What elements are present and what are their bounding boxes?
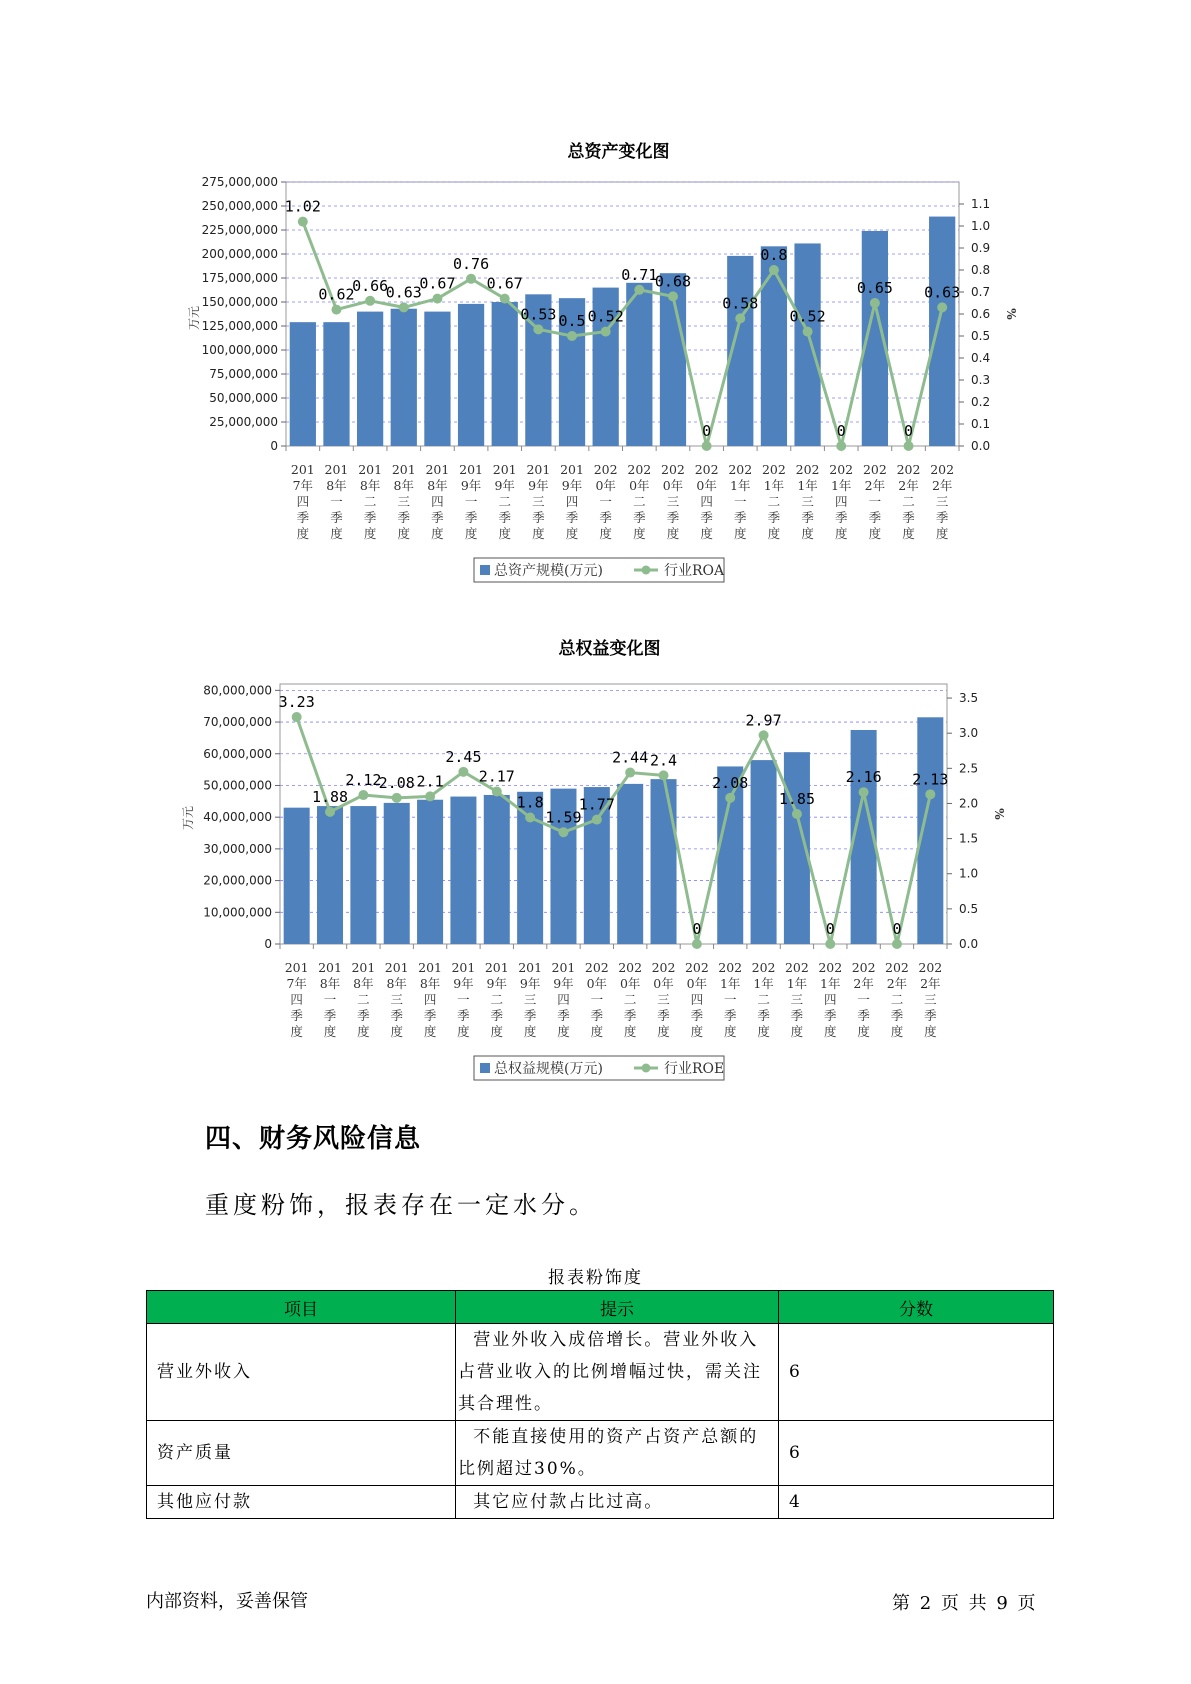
data-label: 0.66 — [352, 276, 389, 295]
line-point — [735, 313, 745, 323]
bar — [794, 243, 820, 446]
y2-tick-label: 0.0 — [971, 439, 991, 453]
x-tick-label: 202 1年四季度 — [818, 960, 843, 1039]
row-item: 营业外收入 — [147, 1324, 456, 1421]
x-tick-label: 202 0年二季度 — [618, 960, 643, 1039]
data-label: 0.58 — [722, 294, 759, 313]
x-tick-label: 202 1年三季度 — [784, 960, 809, 1039]
row-score: 4 — [779, 1486, 1054, 1519]
x-tick-label: 201 7年四季度 — [284, 960, 309, 1039]
total-equity-chart — [0, 632, 1191, 1092]
x-tick-label: 202 0年三季度 — [651, 960, 676, 1039]
header-item: 项目 — [147, 1291, 456, 1324]
plot-area-border — [280, 684, 947, 944]
bar — [761, 246, 787, 446]
line-point — [533, 324, 543, 334]
legend-line-label: 行业ROE — [664, 1061, 725, 1077]
line-point — [925, 789, 935, 799]
x-tick-label: 202 1年四季度 — [829, 462, 854, 541]
y2-tick-label: 0.0 — [959, 937, 979, 951]
data-label: 2.44 — [612, 748, 649, 767]
header-tip: 提示 — [456, 1291, 779, 1324]
line-point — [769, 265, 779, 275]
data-label: 0.71 — [621, 265, 658, 284]
data-label: 1.02 — [284, 197, 321, 216]
line-point — [492, 787, 502, 797]
y2-tick-label: 0.8 — [971, 263, 991, 277]
footer-confidential: 内部资料，妥善保管 — [146, 1591, 308, 1612]
data-label: 2.1 — [416, 772, 444, 791]
x-tick-label: 201 9年四季度 — [560, 462, 584, 541]
data-label: 1.8 — [516, 793, 544, 812]
x-tick-label: 201 8年一季度 — [318, 960, 342, 1039]
data-label: 1.88 — [311, 787, 349, 806]
x-tick-label: 201 9年一季度 — [459, 462, 484, 541]
x-tick-label: 202 2年一季度 — [851, 960, 876, 1039]
line-point — [892, 939, 902, 949]
bar — [617, 784, 643, 944]
x-tick-label: 202 0年三季度 — [661, 462, 685, 541]
bar — [424, 312, 450, 446]
y-tick-label: 60,000,000 — [203, 746, 272, 761]
y-tick-label: 0 — [270, 439, 278, 453]
y2-tick-label: 2.5 — [959, 761, 979, 776]
line-point — [331, 305, 341, 315]
x-tick-label: 202 1年一季度 — [718, 960, 743, 1039]
data-label: 2.08 — [712, 773, 749, 792]
legend-bar-swatch — [480, 565, 490, 575]
y2-tick-label: 0.4 — [971, 351, 991, 365]
x-tick-label: 201 9年二季度 — [484, 960, 509, 1039]
x-tick-label: 202 1年二季度 — [751, 960, 776, 1039]
row-score: 6 — [779, 1421, 1054, 1486]
line-point — [668, 291, 678, 301]
data-label: 0 — [836, 422, 846, 440]
bar — [626, 283, 652, 446]
x-tick-label: 202 2年二季度 — [896, 462, 921, 541]
x-tick-label: 202 0年二季度 — [627, 462, 652, 541]
data-label: 0 — [825, 920, 835, 938]
bar — [751, 760, 777, 944]
row-score: 6 — [779, 1324, 1054, 1421]
x-tick-label: 201 9年三季度 — [518, 960, 543, 1039]
y2-tick-label: 0.2 — [971, 395, 991, 409]
x-tick-label: 202 1年三季度 — [795, 462, 820, 541]
data-label: 2.12 — [345, 771, 382, 790]
line-point — [425, 791, 435, 801]
y2-tick-label: 0.6 — [971, 307, 991, 321]
y2-tick-label: 3.5 — [959, 691, 979, 706]
chart-title: 总资产变化图 — [567, 142, 670, 162]
y2-tick-label: 0.7 — [971, 285, 991, 299]
y2-tick-label: 0.3 — [971, 373, 991, 387]
line-point — [399, 302, 409, 312]
data-label: 0.52 — [789, 307, 826, 326]
line-point — [292, 712, 302, 722]
data-label: 2.97 — [745, 711, 782, 730]
y2-tick-label: 0.5 — [971, 329, 991, 343]
y-tick-label: 225,000,000 — [201, 223, 278, 237]
line-point — [392, 793, 402, 803]
row-tip: 不能直接使用的资产占资产总额的比例超过30%。 — [456, 1421, 779, 1486]
bar — [350, 806, 376, 944]
line-point — [298, 217, 308, 227]
table-row — [147, 1486, 1054, 1519]
x-tick-label: 201 8年四季度 — [418, 960, 443, 1039]
data-label: 2.17 — [478, 767, 515, 786]
footer-page-number: 第 2 页 共 9 页 — [892, 1593, 1038, 1614]
y-tick-label: 70,000,000 — [203, 715, 272, 730]
line-point — [870, 298, 880, 308]
header-score: 分数 — [779, 1291, 1054, 1324]
line-point — [803, 327, 813, 337]
x-tick-label: 202 2年一季度 — [862, 462, 887, 541]
data-label: 0.62 — [318, 285, 355, 304]
line-point — [725, 793, 735, 803]
data-label: 0.76 — [453, 254, 490, 273]
bar — [357, 312, 383, 446]
y-tick-label: 20,000,000 — [203, 873, 272, 888]
bar — [384, 803, 410, 944]
total-assets-chart-svg — [0, 135, 1191, 595]
y2-tick-label: 0.9 — [971, 241, 991, 255]
x-tick-label: 202 0年四季度 — [684, 960, 709, 1039]
legend-line-marker — [642, 566, 651, 575]
bar — [450, 797, 476, 944]
y-tick-label: 250,000,000 — [201, 199, 278, 213]
line-point — [825, 939, 835, 949]
line-point — [458, 767, 468, 777]
y-tick-label: 50,000,000 — [209, 391, 278, 405]
data-label: 0.68 — [654, 272, 692, 291]
window-dressing-table — [146, 1290, 1054, 1519]
x-tick-label: 201 8年三季度 — [384, 960, 409, 1039]
x-tick-label: 202 0年四季度 — [694, 462, 719, 541]
bar — [417, 800, 443, 944]
data-label: 0.8 — [760, 246, 788, 264]
y-tick-label: 75,000,000 — [209, 367, 278, 381]
bar — [929, 217, 955, 446]
bar — [458, 304, 484, 446]
x-tick-label: 201 9年二季度 — [492, 462, 517, 541]
line-point — [692, 939, 702, 949]
y2-tick-label: 1.5 — [959, 831, 979, 846]
x-tick-label: 202 1年二季度 — [761, 462, 786, 541]
y-tick-label: 100,000,000 — [201, 343, 278, 357]
bar — [484, 795, 510, 944]
bar — [651, 779, 677, 944]
y-tick-label: 150,000,000 — [201, 295, 278, 309]
line-point — [365, 296, 375, 306]
y2-tick-label: 1.0 — [971, 219, 991, 233]
row-item: 其他应付款 — [147, 1486, 456, 1519]
x-tick-label: 201 7年四季度 — [290, 462, 315, 541]
legend-line-label: 行业ROA — [664, 563, 725, 579]
bar — [284, 808, 310, 944]
table-row — [147, 1421, 1054, 1486]
y-tick-label: 125,000,000 — [201, 319, 278, 333]
table-caption: 报表粉饰度 — [548, 1268, 643, 1288]
total-assets-chart — [0, 135, 1191, 595]
y2-axis-title: % — [1004, 308, 1018, 320]
y-tick-label: 175,000,000 — [201, 271, 278, 285]
line-point — [625, 768, 635, 778]
data-label: 1.59 — [545, 808, 582, 827]
x-tick-label: 202 2年二季度 — [885, 960, 909, 1039]
legend-bar-label: 总权益规模(万元) — [494, 1061, 603, 1077]
line-point — [702, 441, 712, 451]
line-point — [432, 294, 442, 304]
line-point — [659, 770, 669, 780]
x-tick-label: 201 8年三季度 — [391, 462, 416, 541]
data-label: 0 — [692, 920, 702, 938]
data-label: 0.63 — [385, 283, 422, 302]
data-label: 0 — [904, 422, 914, 440]
x-tick-label: 201 9年四季度 — [551, 960, 576, 1039]
bar — [290, 322, 316, 446]
data-label: 3.23 — [278, 693, 315, 712]
data-label: 2.4 — [649, 751, 678, 770]
y2-tick-label: 2.0 — [959, 796, 979, 811]
line-point — [592, 815, 602, 825]
y2-tick-label: 1.0 — [959, 866, 979, 881]
line-point — [558, 827, 568, 837]
y-tick-label: 25,000,000 — [209, 415, 278, 429]
data-label: 0.67 — [486, 274, 523, 293]
y2-tick-label: 0.1 — [971, 417, 991, 431]
line-point — [634, 285, 644, 295]
line-point — [466, 274, 476, 284]
line-point — [836, 441, 846, 451]
y-axis-title: 万元 — [187, 305, 201, 331]
bar — [317, 806, 343, 944]
risk-summary: 重度粉饰，报表存在一定水分。 — [205, 1191, 597, 1219]
y-tick-label: 40,000,000 — [203, 810, 272, 825]
data-label: 2.08 — [378, 773, 415, 792]
y-tick-label: 275,000,000 — [201, 175, 278, 189]
y-tick-label: 200,000,000 — [201, 247, 278, 261]
chart-title: 总权益变化图 — [558, 639, 661, 659]
y2-tick-label: 0.5 — [959, 901, 979, 916]
y2-tick-label: 1.1 — [971, 197, 991, 211]
line-point — [792, 809, 802, 819]
x-tick-label: 201 9年三季度 — [526, 462, 551, 541]
line-point — [601, 327, 611, 337]
row-tip: 其它应付款占比过高。 — [456, 1486, 779, 1519]
data-label: 0 — [892, 920, 902, 938]
line-point — [325, 807, 335, 817]
row-tip: 营业外收入成倍增长。营业外收入占营业收入的比例增幅过快，需关注其合理性。 — [456, 1324, 779, 1421]
table-header-row — [147, 1291, 1054, 1324]
line-point — [500, 294, 510, 304]
data-label: 0.5 — [558, 312, 586, 330]
data-label: 0.53 — [520, 305, 557, 324]
legend-bar-swatch — [480, 1063, 490, 1073]
data-label: 0.67 — [419, 274, 456, 293]
line-point — [904, 441, 914, 451]
x-tick-label: 202 1年一季度 — [728, 462, 753, 541]
y-tick-label: 50,000,000 — [203, 778, 272, 793]
line-point — [859, 787, 869, 797]
data-label: 2.16 — [845, 768, 882, 787]
data-label: 0.63 — [924, 283, 961, 302]
y2-axis-title: % — [992, 808, 1006, 820]
data-label: 0 — [702, 422, 712, 440]
x-tick-label: 202 0年一季度 — [593, 462, 618, 541]
x-tick-label: 201 9年一季度 — [451, 960, 476, 1039]
data-label: 2.13 — [912, 770, 949, 789]
line-point — [937, 302, 947, 312]
bar — [323, 322, 349, 446]
data-label: 0.52 — [587, 307, 624, 326]
line-point — [358, 790, 368, 800]
y-tick-label: 0 — [264, 937, 272, 951]
x-tick-label: 202 0年一季度 — [584, 960, 609, 1039]
y-tick-label: 10,000,000 — [203, 905, 272, 920]
total-equity-chart-svg — [0, 632, 1191, 1092]
x-tick-label: 201 8年二季度 — [351, 960, 376, 1039]
legend-line-marker — [642, 1064, 651, 1073]
x-tick-label: 201 8年一季度 — [324, 462, 349, 541]
x-tick-label: 202 2年三季度 — [930, 462, 955, 541]
x-tick-label: 201 8年二季度 — [358, 462, 383, 541]
legend-bar-label: 总资产规模(万元) — [494, 563, 603, 579]
row-item: 资产质量 — [147, 1421, 456, 1486]
bar — [391, 309, 417, 446]
y-axis-title: 万元 — [181, 805, 195, 831]
table-row — [147, 1324, 1054, 1421]
data-label: 1.85 — [778, 790, 815, 808]
section-heading: 四、财务风险信息 — [205, 1124, 422, 1154]
line-point — [567, 331, 577, 341]
y-tick-label: 80,000,000 — [203, 683, 272, 698]
data-label: 2.45 — [445, 747, 482, 766]
line-point — [525, 813, 535, 823]
y2-tick-label: 3.0 — [959, 726, 979, 741]
data-label: 1.77 — [578, 795, 615, 814]
y-tick-label: 30,000,000 — [203, 841, 272, 856]
bar — [492, 302, 518, 446]
data-label: 0.65 — [856, 279, 893, 297]
x-tick-label: 202 2年三季度 — [918, 960, 943, 1039]
line-point — [759, 730, 769, 740]
x-tick-label: 201 8年四季度 — [425, 462, 450, 541]
